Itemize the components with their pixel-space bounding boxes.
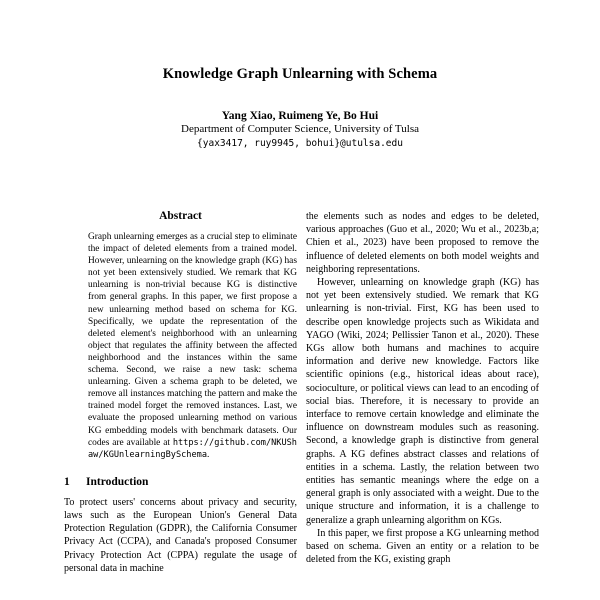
right-column (306, 210, 539, 575)
intro-paragraph: To protect users' concerns about privacy and security, laws such as the European Union's General Data Protection Regulation (GDPR), the California Consumer Privacy Act (CCPA), and Canada's proposed Consumer Privacy Protection Act (CPPA) regulate the usage of personal data in machine (64, 496, 297, 574)
two-column-body (64, 210, 539, 575)
abstract-text: Graph unlearning emerges as a crucial step to eliminate the impact of deleted elements from a trained model. However, unlearning on the knowledge graph (KG) has not yet been extensively studied. We remark that KG unlearning is non-trivial because KG is distinctive from general graphs. In this paper, we first propose a new unlearning method based on schema for KG. Specifically, we update the representation of the deleted element's neighborhood with an unlearning object that regulates the affinity between the affected neighborhood and the instances within the same schema. Second, we raise a new task: schema unlearning. Given a schema graph to be deleted, we remove all instances matching the pattern and make the trained model forget the removed instances. Last, we evaluate the proposed unlearning method on various KG embedding models with benchmark datasets. Our codes are available at (88, 232, 297, 448)
code-repository-link[interactable]: https://github.com/NKUShaw/KGUnlearningBySchema (88, 437, 297, 460)
left-column (64, 210, 297, 575)
email-line: {yax3417, ruy9945, bohui}@utulsa.edu (197, 138, 403, 149)
page-title: Knowledge Graph Unlearning with Schema (162, 66, 438, 82)
section-title: Introduction (86, 475, 149, 488)
abstract-body (88, 231, 297, 461)
body-paragraph: the elements such as nodes and edges to be deleted, various approaches (Guo et al., 2020; Wu et al., 2023b,a; Chien et al., 2023) have been proposed to remove the influence of deleted elements on both model weights and neighboring representations. (306, 211, 539, 275)
section-number: 1 (64, 475, 70, 488)
affiliation-line: Department of Computer Science, University of Tulsa (181, 123, 419, 135)
section-heading-introduction (64, 476, 297, 488)
abstract-heading: Abstract (159, 210, 202, 222)
author-block (0, 110, 600, 149)
author-names: Yang Xiao, Ruimeng Ye, Bo Hui (221, 110, 379, 122)
abstract-period: . (207, 449, 210, 460)
body-paragraph: In this paper, we first propose a KG unlearning method based on schema. Given an entity or a relation to be deleted from the KG, existing graph (306, 527, 539, 566)
body-paragraph: However, unlearning on knowledge graph (KG) has not yet been extensively studied. We remark that KG unlearning is non-trivial. First, KG has been used to describe open knowledge projects such as Wikidata and YAGO (Wiki, 2024; Pellissier Tanon et al., 2020). These KGs allow both humans and machines to acquire information and derive new knowledge. Factors like scientific opinions (e.g., historical ideas about race), socioculture, or political views can lead to an encoding of social bias. Therefore, it is necessary to provide an interface to remove certain knowledge and eliminate the influence on downstream modules such as reasoning. Second, a knowledge graph is distinctive from general graphs. A KG defines abstract classes and relations of entities in a schema. Lastly, the relation between two entities has semantic meanings where the edge on a general graph is only associated with a weight. Due to the unique structure and information, it is a challenge to generalize a graph unlearning algorithm on KGs. (306, 277, 539, 526)
